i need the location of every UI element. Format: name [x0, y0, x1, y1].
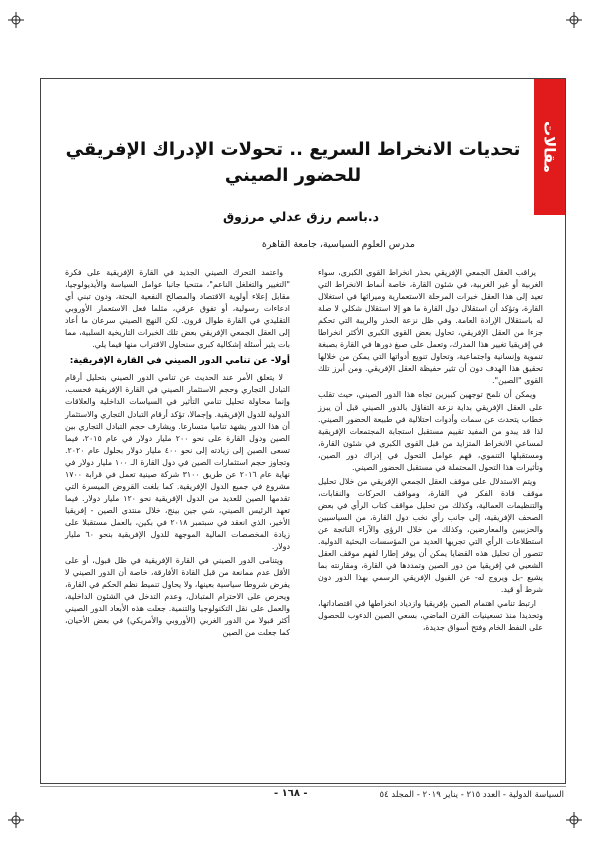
footer-divider: [40, 786, 566, 787]
article-frame: [40, 78, 566, 784]
paragraph: ويتنامى الدور الصيني في القارة الإفريقية في ظل قبول، أو على الأقل عدم ممانعة من قبل القادة الأفارقة، خاصة أن الدور الصيني لا يفرض شروطا سياسية بعينها، ولا يحاول تنميط نظم الحكم في القارة، ويحرص على الاحترام المتبادل، وعدم التدخل في الشئون الداخلية، والعمل على نقل التكنولوجيا والتنمية. جعلت هذه الأبعاد الدور الصيني أكثر قبولا من الدور الغربي (الأوروبي والأمريكي) في بعض الأحيان، كما جعلت من الصين: [65, 556, 290, 638]
section-heading: أولا- عن تنامي الدور الصيني في القارة الإفريقية:: [69, 356, 290, 367]
section-tab: [534, 79, 565, 215]
article-title: تحديات الانخراط السريع .. تحولات الإدراك الإفريقي للحضور الصيني: [65, 139, 521, 186]
author-name: د.باسم رزق عدلي مرزوق: [222, 209, 379, 224]
paragraph: يراقب العقل الجمعي الإفريقي بحذر انخراط القوى الكبرى، سواء الغربية أو غير الغربية، في شئون القارة، خاصة أنماط الانخراط التي تعيد إلى هذا العقل خبرات المرحلة الاستعمارية وميراثها في استغلال القارة، وتؤكد أن استقلال دول القارة ما هو إلا استقلال شكلي لا صلة له باستقلال الإرادة العامة. وفي ظل نزعة الحذر والريبة التي تحكم جزءا من العقل الإفريقي، تحاول بعض القوى الكبرى الأكثر انخراطا في إفريقيا تغيير هذا المدرك، وتعمل على صبغ دورها في القارة بصبغة تنموية وإنسانية واجتماعية، وتحاول تنويع أدواتها التي يمكن من خلالها تحقيق هذا الهدف دون أن تثير حفيظة العقل الإفريقي. ومن أبرز تلك القوى "الصين".: [318, 268, 543, 386]
paragraph: واعتمد التحرك الصيني الجديد في القارة الإفريقية على فكرة "التغيير والتغلغل الناعم"، متنحيا جانبا عوامل السياسة والأيديولوجيا، مقابل إعلاء أولوية الاقتصاد والمصالح النفعية البحتة، ودون تبني أي ادعاءات رسولية، أو تفوق عرقي، مثلما فعل الاستعمار الأوروبي التقليدي في القارة طوال قرون. لكن النهج الصيني سرعان ما أعاد إلى العقل الجمعي الإفريقي بعض تلك الخبرات التاريخية السلبية، مما بات يثير أسئلة إشكالية كبرى سنحاول الاقتراب منها فيما يلي.: [65, 268, 290, 350]
paragraph: ارتبط تنامي اهتمام الصين بإفريقيا وازدياد انخراطها في اقتصاداتها، وتحديدا منذ تسعينيات القرن الماضي، بسعي الصين الدءوب للحصول على النفط الخام وفتح أسواق جديدة،: [318, 599, 543, 633]
text-column-left: [65, 267, 290, 641]
paragraph: لا يتعلق الأمر عند الحديث عن تنامي الدور الصيني بتحليل أرقام التبادل التجاري وحجم الاستثمار الصيني في القارة الإفريقية فحسب، وإنما محاولة تحليل تنامي التأثير في السياسات الداخلية والعلاقات الدولية للدول الإفريقية. وإجمالا، تؤكد أرقام التبادل التجاري والاستثمار أن هذا الدور يشهد تناميا متسارعا. ويشارف حجم التبادل التجاري بين الصين ودول القارة على نحو ٢٠٠ مليار دولار في عام ٢٠١٥، فيما تسعى الصين إلى زيادته إلى نحو ٤٠٠ مليار دولار بحلول عام ٢٠٢٠. وتجاوز حجم استثمارات الصين في دول القارة الـ ١٠٠ مليار دولار في نهاية عام ٢٠١٦ عن طريق ٣١٠٠ شركة صينية تعمل في قرابة ١٧٠٠ مشروع في جميع الدول الإفريقية. كما بلغت القروض الميسرة التي تقدمها الصين للعديد من الدول الإفريقية نحو ١٢٠ مليار دولار. فيما تعهد الرئيس الصيني، شي جين بينج، خلال منتدى الصين - إفريقيا الأخير، الذي انعقد في سبتمبر ٢٠١٨ في بكين، بالعمل مستقبلا على زيادة المخصصات المالية الموجهة للدول الإفريقية بنحو ٦٠ مليار دولار.: [65, 373, 291, 552]
text-column-right: [318, 267, 543, 636]
page-footer: [40, 786, 566, 808]
crop-mark-icon: [566, 12, 582, 28]
crop-mark-icon: [8, 812, 24, 828]
journal-issue: السياسة الدولية - العدد ٢١٥ - يناير ٢٠١٩ - المجلد ٥٤: [379, 790, 564, 800]
paragraph: ويمكن أن نلمح توجهين كبيرين تجاه هذا الدور الصيني، حيث تقلب على العقل الإفريقي بداية نزعة التفاؤل بالدور الصيني قبل أن يبرز خطاب يتحدث عن سمات وأدوات احتلالية في طبيعة الحضور الصيني. لذا قد يبدو من المفيد تقييم مستقبل استجابة المجتمعات الإفريقية لمساعي الانخراط المتزايد من قبل القوى الكبرى في شئون القارة، ومستقبلها التنموي، فهم عوامل التحول في إدراك دور الصين، وتأثيرات هذا التحول المحتملة في مستقبل الحضور الصيني.: [318, 390, 543, 472]
crop-mark-icon: [566, 812, 582, 828]
page-number: - ١٦٨ -: [274, 788, 308, 799]
author-affiliation: مدرس العلوم السياسية، جامعة القاهرة: [261, 239, 415, 250]
section-tab-label: مقالات: [540, 121, 559, 173]
paragraph: ويتم الاستدلال على موقف العقل الجمعي الإفريقي من خلال تحليل موقف قادة الفكر في القارة، ومواقف الحركات والنقابات، والتنظيمات العمالية، وكذلك من تحليل مواقف كتاب الرأي في بعض الصحف الإفريقية، إلى جانب رأي نخب دول القارة، من السياسيين والحزبيين والمعارضين، وكذلك من خلال الرؤى والآراء الناتجة عن استطلاعات الرأي التي تجريها العديد من المؤسسات البحثية الدولية. تتصور أن تحليل هذه القضايا يمكن أن يوفر إطارا لفهم موقف العقل الشعبي في إفريقيا من دور الصين وتمددها في القارة، ومقارنته بما يشيع -بل ويروج له- عن القبول الإفريقي الرسمي بهذا الدور دون شرط أو قيد.: [318, 476, 543, 595]
crop-mark-icon: [8, 12, 24, 28]
